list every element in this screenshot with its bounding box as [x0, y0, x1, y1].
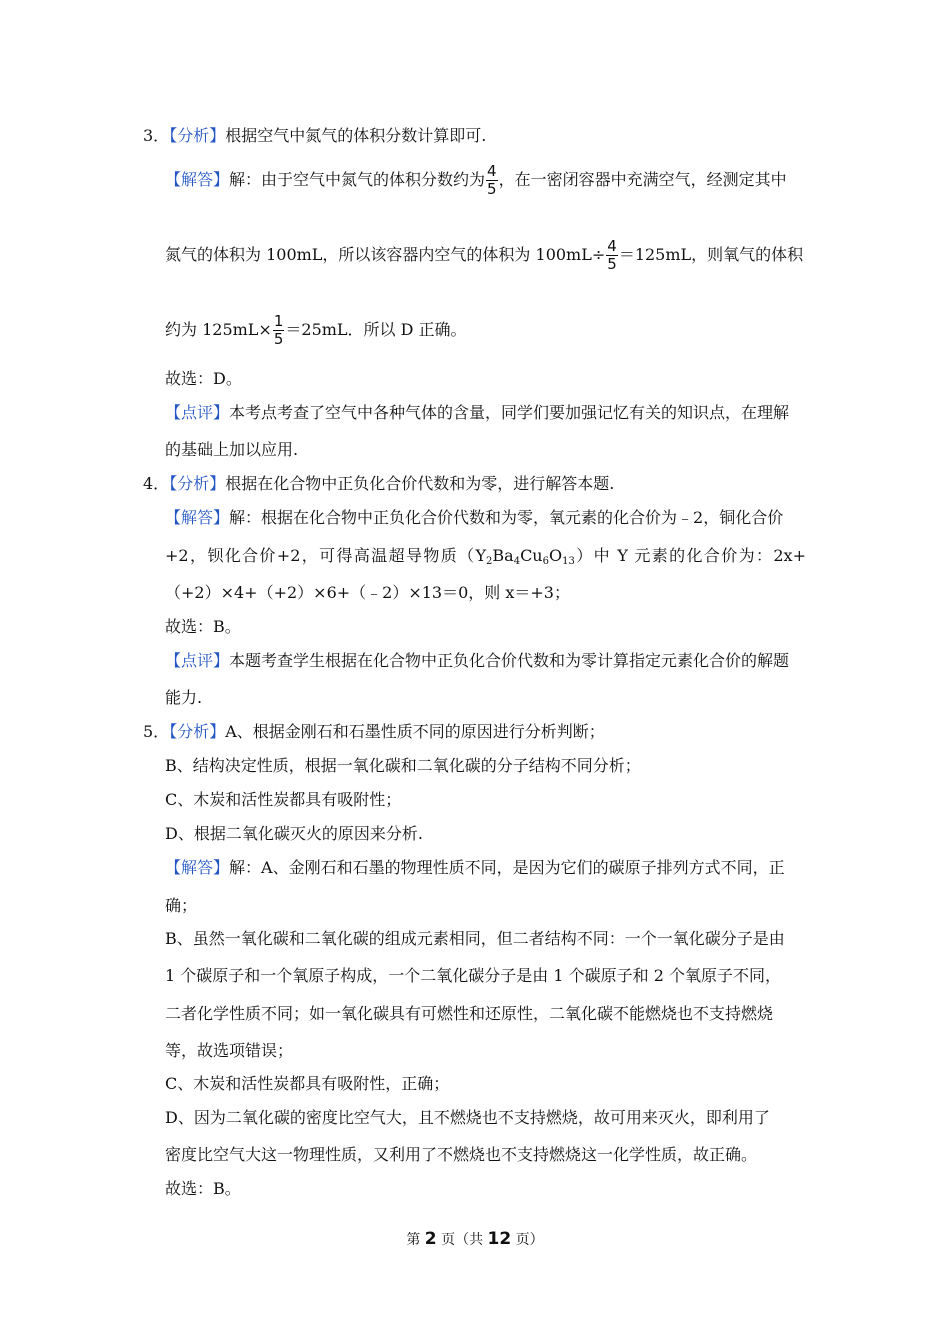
analysis-tag: 【分析】 [169, 126, 226, 145]
q5-answer-b-3: 二者化学性质不同；如一氧化碳具有可燃性和还原性，二氧化碳不能燃烧也不支持燃烧 [165, 1004, 774, 1023]
q3-answer-line-2 [165, 238, 803, 273]
subscript: 13 [562, 556, 575, 567]
fraction-denominator: 5 [487, 180, 497, 198]
q5-choice: 故选：B。 [165, 1179, 241, 1198]
answer-text: 氮气的体积为 100mL，所以该容器内空气的体积为 100mL÷ [165, 245, 606, 264]
answer-text: 解：由于空气中氮气的体积分数约为 [229, 170, 486, 189]
footer-suffix: 页） [511, 1232, 544, 1248]
question-number: 3． [143, 126, 170, 145]
subscript: 2 [486, 556, 493, 567]
q3-analysis-line [143, 126, 486, 146]
question-number: 4． [143, 474, 170, 493]
analysis-text: 根据空气中氮气的体积分数计算即可. [225, 126, 487, 145]
fraction-denominator: 5 [273, 330, 284, 348]
answer-text: 解：根据在化合物中正负化合价代数和为零，氧元素的化合价为﹣2，铜化合价 [229, 508, 784, 527]
q4-answer-line-2 [165, 546, 806, 572]
answer-text: ，在一密闭容器中充满空气，经测定其中 [498, 170, 787, 189]
fraction [273, 313, 285, 348]
comment-text: 本题考查学生根据在化合物中正负化合价代数和为零计算指定元素化合价的解题 [229, 651, 790, 670]
total-pages: 12 [487, 1229, 512, 1249]
formula-element: O [548, 546, 563, 565]
q5-answer-line-2: 确； [165, 896, 198, 915]
analysis-text: 根据在化合物中正负化合价代数和为零，进行解答本题. [225, 474, 615, 493]
q5-answer-d-2: 密度比空气大这一物理性质，又利用了不燃烧也不支持燃烧这一化学性质，故正确。 [165, 1145, 758, 1164]
formula-element: Cu [520, 546, 543, 565]
footer-middle: 页（共 [436, 1232, 488, 1248]
question-number: 5． [143, 722, 170, 741]
answer-text-justified [165, 546, 806, 572]
footer-prefix: 第 [406, 1232, 425, 1248]
answer-text: 解：A、金刚石和石墨的物理性质不同，是因为它们的碳原子排列方式不同，正 [229, 858, 785, 877]
q5-answer-b-2: 1 个碳原子和一个氧原子构成，一个二氧化碳分子是由 1 个碳原子和 2 个氧原子不同， [165, 966, 781, 985]
q5-answer-line-1 [165, 858, 785, 878]
analysis-tag: 【分析】 [169, 474, 226, 493]
comment-tag: 【点评】 [165, 403, 230, 422]
q3-choice: 故选：D。 [165, 369, 242, 388]
fraction [606, 238, 618, 273]
q4-choice: 故选：B。 [165, 617, 241, 636]
comment-text: 本考点考查了空气中各种气体的含量，同学们要加强记忆有关的知识点，在理解 [229, 403, 790, 422]
q5-answer-b-1: B、虽然一氧化碳和二氧化碳的组成元素相同，但二者结构不同：一个一氧化碳分子是由 [165, 929, 785, 948]
answer-text: +2，钡化合价+2，可得高温超导物质（Y [165, 546, 487, 565]
q5-analysis-b: B、结构决定性质，根据一氧化碳和二氧化碳的分子结构不同分析； [165, 756, 641, 775]
page-number: 2 [424, 1229, 437, 1249]
formula-element: Ba [492, 546, 514, 565]
page-footer [0, 1229, 950, 1249]
q4-comment-line-2: 能力. [165, 688, 203, 707]
q3-comment-line-1 [165, 403, 789, 423]
answer-tag: 【解答】 [165, 170, 230, 189]
answer-tag: 【解答】 [165, 858, 230, 877]
q5-analysis-line [143, 722, 605, 742]
analysis-text: A、根据金刚石和石墨性质不同的原因进行分析判断； [225, 722, 605, 741]
q5-analysis-c: C、木炭和活性炭都具有吸附性； [165, 790, 402, 809]
answer-text: ＝25mL．所以 D 正确。 [285, 320, 467, 339]
q5-analysis-d: D、根据二氧化碳灭火的原因来分析. [165, 824, 423, 843]
answer-tag: 【解答】 [165, 508, 230, 527]
q5-answer-b-4: 等，故选项错误； [165, 1041, 294, 1060]
q3-comment-line-2: 的基础上加以应用. [165, 440, 299, 459]
q5-answer-c: C、木炭和活性炭都具有吸附性，正确； [165, 1074, 450, 1093]
answer-text: 约为 125mL× [165, 320, 272, 339]
analysis-tag: 【分析】 [169, 722, 226, 741]
fraction-numerator: 4 [487, 162, 497, 180]
subscript: 6 [542, 556, 549, 567]
q5-answer-d-1: D、因为二氧化碳的密度比空气大，且不燃烧也不支持燃烧，故可用来灭火，即利用了 [165, 1108, 770, 1127]
q3-answer-line-3 [165, 313, 467, 348]
q3-answer-line-1 [165, 163, 787, 198]
fraction-numerator: 4 [607, 237, 617, 255]
subscript: 4 [513, 556, 521, 567]
fraction [486, 163, 498, 198]
answer-text: ）中 Y 元素的化合价为：2x+ [574, 546, 806, 565]
q4-comment-line-1 [165, 651, 789, 671]
q4-analysis-line [143, 474, 614, 494]
fraction-denominator: 5 [607, 255, 617, 273]
q4-answer-line-3: （+2）×4+（+2）×6+（﹣2）×13＝0，则 x＝+3； [165, 583, 570, 602]
q4-answer-line-1 [165, 508, 783, 528]
answer-text: ＝125mL，则氧气的体积 [618, 245, 804, 264]
comment-tag: 【点评】 [165, 651, 230, 670]
fraction-numerator: 1 [273, 312, 284, 330]
